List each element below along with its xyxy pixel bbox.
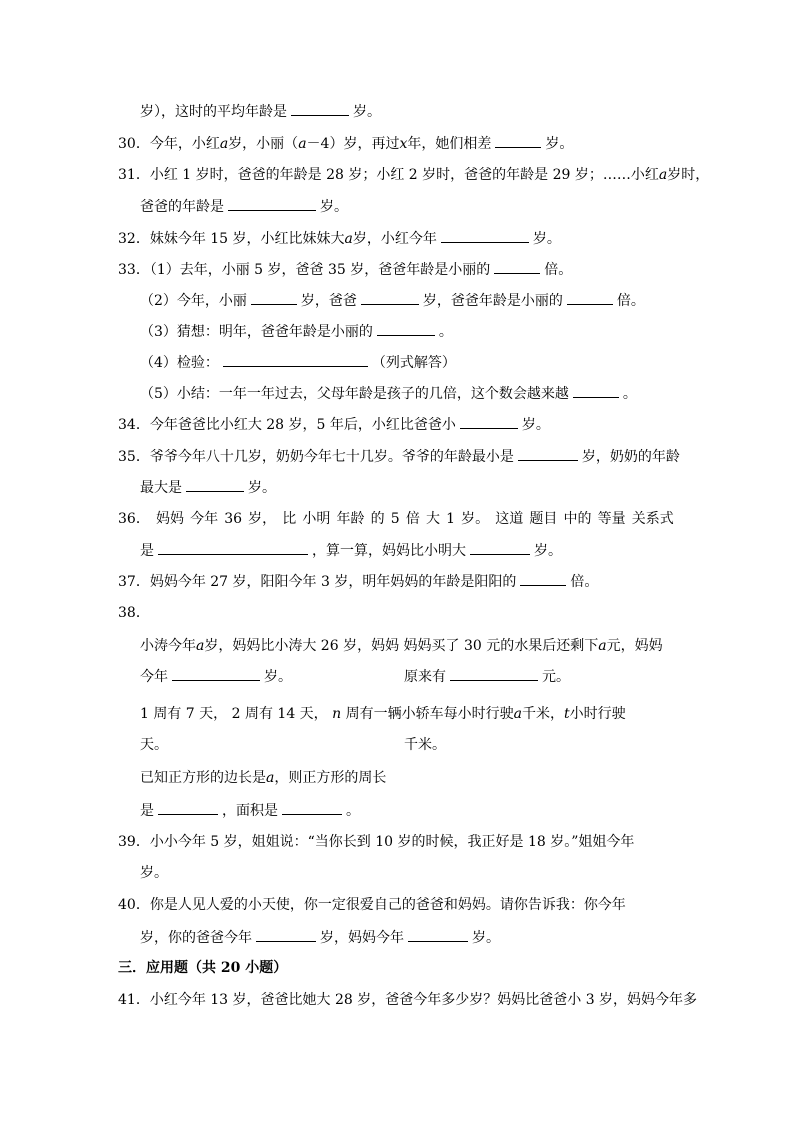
question-38-row1 <box>140 636 663 656</box>
question-38-number: 38． <box>118 605 150 621</box>
text: 倍。 <box>616 293 645 309</box>
text: 32．妹妹今年 15 岁，小红比妹妹大 <box>118 231 345 247</box>
answer-blank[interactable] <box>470 540 530 555</box>
text: ，算一算，妈妈比小明大 <box>312 543 466 559</box>
variable: a <box>513 706 522 722</box>
text: 1 周有 7 天， 2 周有 14 天， <box>140 706 328 722</box>
variable: a <box>298 136 307 152</box>
question-31 <box>118 165 709 185</box>
question-37 <box>118 571 598 592</box>
text: 比 <box>282 511 297 527</box>
text: 的 <box>370 511 385 527</box>
variable: n <box>332 706 342 722</box>
answer-blank[interactable] <box>518 446 578 461</box>
answer-blank[interactable] <box>450 666 538 681</box>
text: 35．爷爷今年八十几岁，奶奶今年七十几岁。爷爷的年龄最小是 <box>118 449 514 465</box>
text: 小时行驶 <box>569 706 626 722</box>
text: 年，她们相差 <box>407 136 492 152</box>
text: 是 <box>140 803 154 819</box>
text: 36 <box>224 511 243 527</box>
answer-blank[interactable] <box>158 540 308 555</box>
text: 爸爸的年龄是 <box>140 199 224 215</box>
text: 岁，奶奶的年龄 <box>581 449 680 465</box>
variable: x <box>399 136 408 152</box>
q29-continuation <box>140 101 381 122</box>
question-33-1 <box>118 259 572 280</box>
text: 今年 <box>140 669 168 685</box>
variable: a <box>219 136 229 152</box>
text: ，面积是 <box>222 803 278 819</box>
variable: a <box>658 167 668 183</box>
text: 原来有 <box>404 669 446 685</box>
text: 岁。 <box>248 480 276 496</box>
answer-blank[interactable] <box>282 800 342 815</box>
question-36-line2 <box>140 540 562 561</box>
variable: a <box>266 770 275 786</box>
answer-blank[interactable] <box>158 800 218 815</box>
text: 岁。 <box>320 199 348 215</box>
text: 岁，妈妈比小涛大 26 岁，妈妈 妈妈买了 30 元的水果后还剩下 <box>204 638 599 654</box>
text: 岁，小红今年 <box>352 231 437 247</box>
answer-blank[interactable] <box>408 927 468 942</box>
text: 倍。 <box>570 574 599 590</box>
text: 岁。 <box>353 104 381 120</box>
text: 元。 <box>542 669 570 685</box>
text: 岁。 <box>532 231 561 247</box>
text: 妈妈 <box>155 511 184 527</box>
answer-blank[interactable] <box>567 290 613 305</box>
question-33-4 <box>140 352 456 373</box>
question-36 <box>118 509 674 529</box>
variable: a <box>196 638 205 654</box>
text: 小涛今年 <box>140 638 196 654</box>
text: 千米， <box>521 706 564 722</box>
text: 岁。 <box>545 136 574 152</box>
text: 题目 <box>529 511 558 527</box>
question-38-row2-right <box>404 666 570 687</box>
text: （2）今年，小丽 <box>140 293 247 309</box>
text: 最大是 <box>140 480 182 496</box>
question-38-row5 <box>140 768 386 788</box>
answer-blank[interactable] <box>186 477 244 492</box>
text: 岁），这时的平均年龄是 <box>140 104 287 120</box>
text: 岁，妈妈今年 <box>320 930 404 946</box>
text: 岁，小丽（ <box>228 136 299 152</box>
text: 是 <box>140 543 154 559</box>
answer-blank[interactable] <box>441 228 529 243</box>
question-30 <box>118 133 573 154</box>
text: 5 <box>390 511 400 527</box>
question-39-line2: 岁。 <box>140 865 168 881</box>
text: 岁。 <box>472 930 500 946</box>
text: 30．今年，小红 <box>118 136 220 152</box>
question-32 <box>118 228 561 249</box>
text: 倍。 <box>544 262 573 278</box>
text: （4）检验： <box>140 355 219 371</box>
text: 37．妈妈今年 27 岁，阳阳今年 3 岁，明年妈妈的年龄是阳阳的 <box>118 574 517 590</box>
answer-blank[interactable] <box>361 290 419 305</box>
variable: a <box>344 231 353 247</box>
question-38-row4-left: 天。 <box>140 737 168 753</box>
answer-blank[interactable] <box>494 259 540 274</box>
text: （5）小结：一年一年过去，父母年龄是孩子的几倍，这个数会越来越 <box>140 386 569 402</box>
text: 。 <box>346 803 360 819</box>
text: （3）猜想：明年，爸爸年龄是小丽的 <box>140 324 373 340</box>
question-35 <box>118 446 680 467</box>
text: 。 <box>622 386 637 402</box>
answer-blank[interactable] <box>460 414 518 429</box>
text: －4）岁，再过 <box>306 136 400 152</box>
question-40: 40．你是人见人爱的小天使，你一定很爱自己的爸爸和妈妈。请你告诉我：你今年 <box>118 897 626 913</box>
question-38-row2-left <box>140 666 292 687</box>
variable: a <box>598 638 607 654</box>
text: 岁， <box>248 511 277 527</box>
text: （列式解答） <box>371 355 456 371</box>
question-40-line2 <box>140 927 500 948</box>
text: 中的 <box>563 511 592 527</box>
question-31-line2 <box>140 196 348 217</box>
text: 岁，爸爸年龄是小丽的 <box>422 293 563 309</box>
answer-blank[interactable] <box>573 383 619 398</box>
answer-blank[interactable] <box>495 133 541 148</box>
answer-blank[interactable] <box>377 321 435 336</box>
text: 已知正方形的边长是 <box>140 770 266 786</box>
answer-blank[interactable] <box>256 927 316 942</box>
text: 岁。 <box>264 669 292 685</box>
text: 31．小红 1 岁时，爸爸的年龄是 28 岁；小红 2 岁时，爸爸的年龄是 29 岁；……小红 <box>118 167 659 183</box>
answer-blank[interactable] <box>172 666 260 681</box>
text: 。 <box>438 324 453 340</box>
text: 等量 <box>597 511 626 527</box>
answer-blank[interactable] <box>251 290 297 305</box>
text: 倍 <box>405 511 420 527</box>
text: 岁，你的爸爸今年 <box>140 930 252 946</box>
text: 今年 <box>190 511 219 527</box>
text: 年龄 <box>336 511 365 527</box>
answer-blank[interactable] <box>223 352 368 367</box>
text: 一辆小轿车每小时行驶 <box>373 706 514 722</box>
question-33-3 <box>140 321 453 342</box>
question-33-2 <box>140 290 645 311</box>
section-heading: 三．应用题（共 20 小题） <box>118 960 288 976</box>
answer-blank[interactable] <box>228 196 316 211</box>
answer-blank[interactable] <box>291 101 349 116</box>
question-39: 39．小小今年 5 岁，姐姐说：“当你长到 10 岁的时候，我正好是 18 岁。”姐姐今年 <box>118 834 635 850</box>
text: 34．今年爸爸比小红大 28 岁，5 年后，小红比爸爸小 <box>118 417 456 433</box>
text: 岁。 <box>461 511 490 527</box>
variable: t <box>563 706 570 722</box>
text: 这道 <box>495 511 524 527</box>
text: 小明 <box>302 511 331 527</box>
text: 1 <box>446 511 455 527</box>
text: 元，妈妈 <box>606 638 663 654</box>
text: 岁，爸爸 <box>300 293 357 309</box>
question-35-line2 <box>140 477 276 498</box>
text: 36． <box>118 511 150 527</box>
question-38-row6 <box>140 800 360 821</box>
question-38-row3 <box>140 704 626 724</box>
question-33-5 <box>140 383 637 404</box>
text: ，则正方形的周长 <box>274 770 387 786</box>
text: 周有 <box>345 706 374 722</box>
text: 岁时， <box>667 167 710 183</box>
question-34 <box>118 414 550 435</box>
question-38-row4-right: 千米。 <box>404 737 446 753</box>
answer-blank[interactable] <box>520 571 566 586</box>
text: 岁。 <box>534 543 562 559</box>
question-41: 41．小红今年 13 岁，爸爸比她大 28 岁，爸爸今年多少岁？妈妈比爸爸小 3 岁，妈妈今年多 <box>118 992 698 1008</box>
text: 大 <box>425 511 440 527</box>
text: 33．（1）去年，小丽 5 岁，爸爸 35 岁，爸爸年龄是小丽的 <box>118 262 491 278</box>
text: 关系式 <box>631 511 674 527</box>
text: 岁。 <box>521 417 550 433</box>
